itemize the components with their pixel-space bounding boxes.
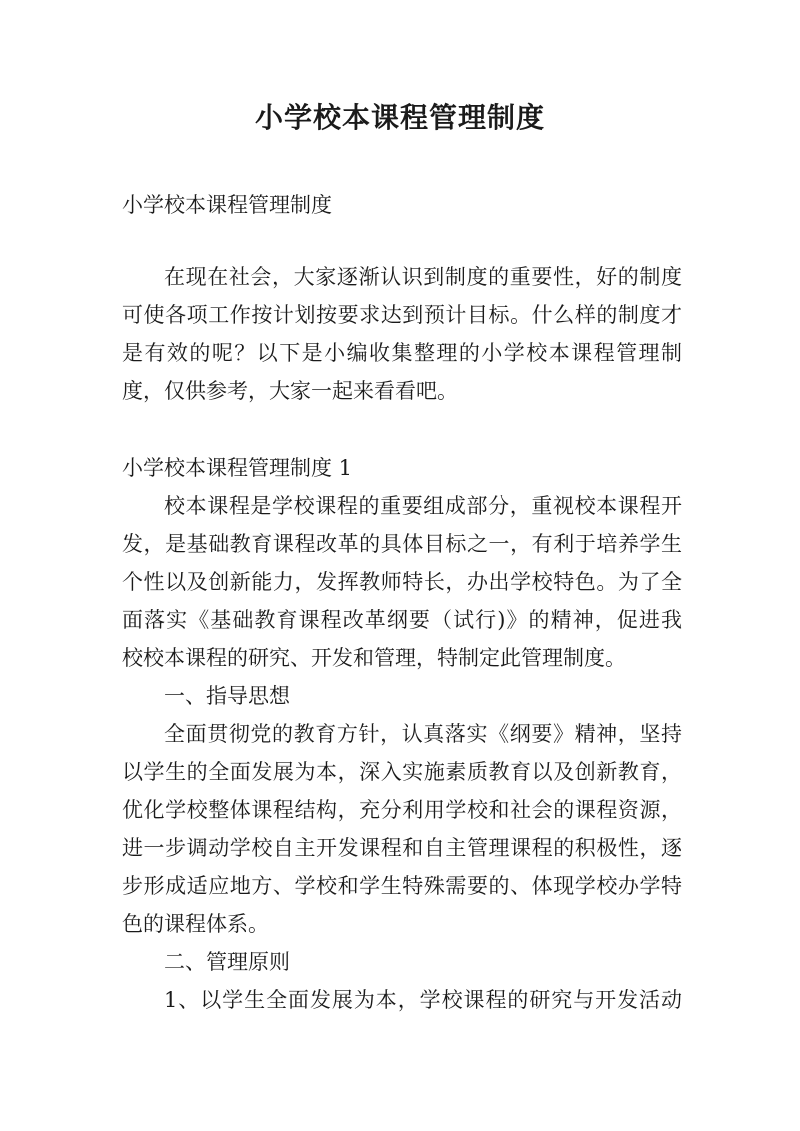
guiding-para-line: 优化学校整体课程结构，充分利用学校和社会的课程资源， <box>122 798 682 822</box>
intro-line: 在现在社会，大家逐渐认识到制度的重要性，好的制度 <box>164 265 682 289</box>
guiding-para-line: 进一步调动学校自主开发课程和自主管理课程的积极性，逐 <box>122 836 682 860</box>
section-para-line: 校校本课程的研究、开发和管理，特制定此管理制度。 <box>122 646 626 670</box>
heading-guiding-ideology: 一、指导思想 <box>164 684 290 708</box>
principle-line: 1、以学生全面发展为本，学校课程的研究与开发活动 <box>164 988 682 1012</box>
guiding-para-line: 色的课程体系。 <box>122 912 269 936</box>
document-subtitle: 小学校本课程管理制度 <box>122 193 332 217</box>
section-para-line: 个性以及创新能力，发挥教师特长，办出学校特色。为了全 <box>122 570 682 594</box>
section-para-line: 校本课程是学校课程的重要组成部分，重视校本课程开 <box>164 494 682 518</box>
section-para-line: 面落实《基础教育课程改革纲要（试行)》的精神，促进我 <box>122 608 682 632</box>
guiding-para-line: 步形成适应地方、学校和学生特殊需要的、体现学校办学特 <box>122 874 682 898</box>
document-title: 小学校本课程管理制度 <box>254 101 545 134</box>
guiding-para-line: 全面贯彻党的教育方针，认真落实《纲要》精神，坚持 <box>164 722 682 746</box>
guiding-para-line: 以学生的全面发展为本，深入实施素质教育以及创新教育， <box>122 760 682 784</box>
intro-line: 可使各项工作按计划按要求达到预计目标。什么样的制度才 <box>122 303 682 327</box>
intro-line: 度，仅供参考，大家一起来看看吧。 <box>122 379 458 403</box>
heading-management-principles: 二、管理原则 <box>164 950 290 974</box>
section-heading: 小学校本课程管理制度 1 <box>122 456 353 480</box>
intro-line: 是有效的呢？以下是小编收集整理的小学校本课程管理制 <box>122 341 682 365</box>
section-para-line: 发，是基础教育课程改革的具体目标之一，有利于培养学生 <box>122 532 682 556</box>
